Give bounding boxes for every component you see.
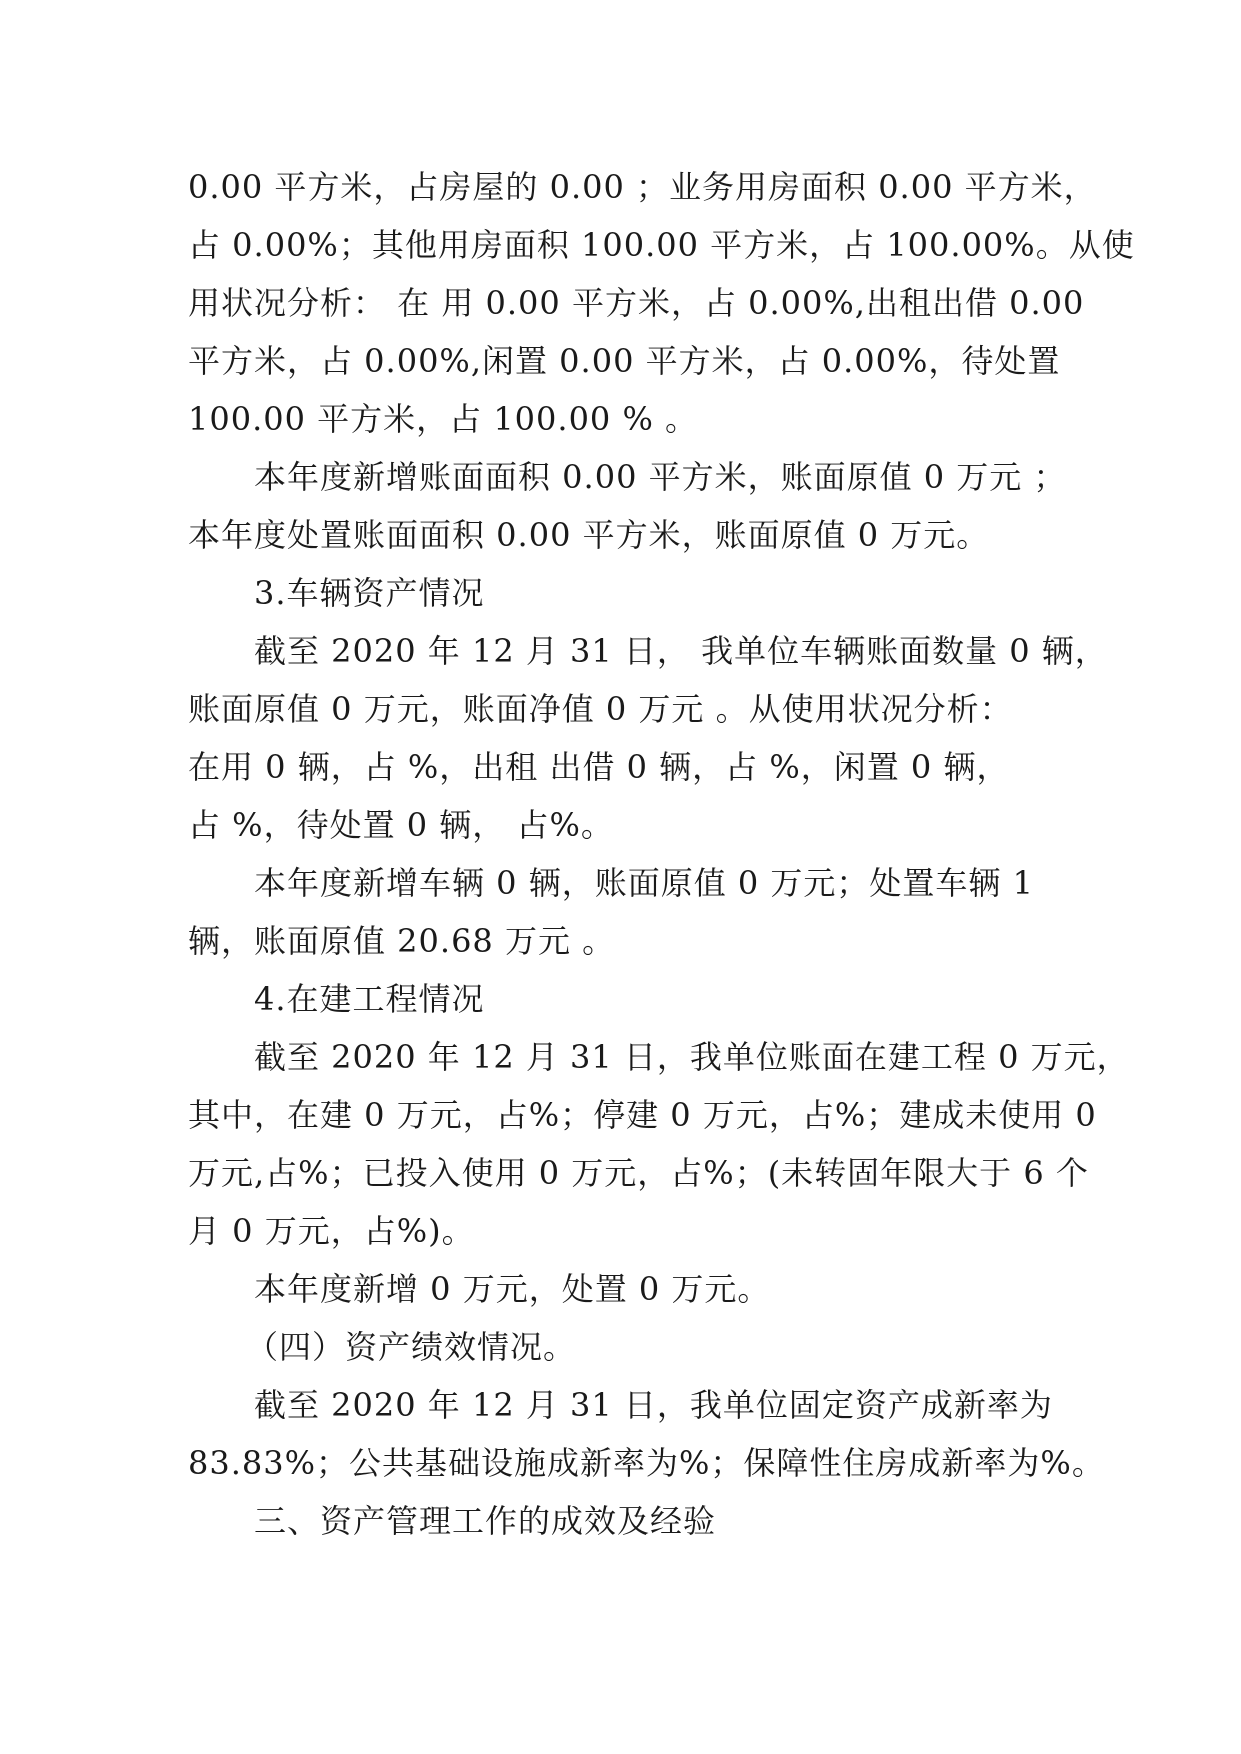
text-line: 辆，账面原值 20.68 万元 。 [188, 922, 616, 960]
text-line: 其中，在建 0 万元，占%；停建 0 万元，占%；建成未使用 0 [188, 1096, 1097, 1134]
section-heading: 三、资产管理工作的成效及经验 [254, 1502, 717, 1540]
text-line: 100.00 平方米，占 100.00 % 。 [188, 400, 699, 438]
text-line: 账面原值 0 万元，账面净值 0 万元 。从使用状况分析： [188, 690, 1013, 728]
text-line: 本年度处置账面面积 0.00 平方米，账面原值 0 万元。 [188, 516, 990, 554]
text-line: 用状况分析： 在 用 0.00 平方米，占 0.00%,出租出借 0.00 [188, 284, 1085, 322]
text-line: 万元,占%；已投入使用 0 万元，占%；(未转固年限大于 6 个 [188, 1154, 1089, 1192]
text-line: 占 %，待处置 0 辆， 占%。 [188, 806, 614, 844]
section-heading: 4.在建工程情况 [254, 980, 485, 1018]
paragraph-start-line: 本年度新增车辆 0 辆，账面原值 0 万元；处置车辆 1 [254, 864, 1034, 902]
paragraph-start-line: 截至 2020 年 12 月 31 日，我单位账面在建工程 0 万元， [254, 1038, 1130, 1076]
text-line: 83.83%；公共基础设施成新率为%；保障性住房成新率为%。 [188, 1444, 1105, 1482]
text-line: 月 0 万元，占%)。 [188, 1212, 475, 1250]
paragraph-start-line: 本年度新增账面面积 0.00 平方米，账面原值 0 万元 ； [254, 458, 1067, 496]
text-line: 在用 0 辆，占 %，出租 出借 0 辆，占 %，闲置 0 辆， [188, 748, 1010, 786]
text-line: 平方米，占 0.00%,闲置 0.00 平方米，占 0.00%，待处置 [188, 342, 1061, 380]
section-heading: 3.车辆资产情况 [254, 574, 485, 612]
section-heading: （四）资产绩效情况。 [246, 1328, 577, 1366]
text-line: 占 0.00%；其他用房面积 100.00 平方米，占 100.00%。从使 [188, 226, 1135, 264]
text-line: 0.00 平方米，占房屋的 0.00 ；业务用房面积 0.00 平方米， [188, 168, 1097, 206]
paragraph-start-line: 截至 2020 年 12 月 31 日， 我单位车辆账面数量 0 辆， [254, 632, 1108, 670]
paragraph-start-line: 本年度新增 0 万元，处置 0 万元。 [254, 1270, 771, 1308]
paragraph-start-line: 截至 2020 年 12 月 31 日，我单位固定资产成新率为 [254, 1386, 1053, 1424]
